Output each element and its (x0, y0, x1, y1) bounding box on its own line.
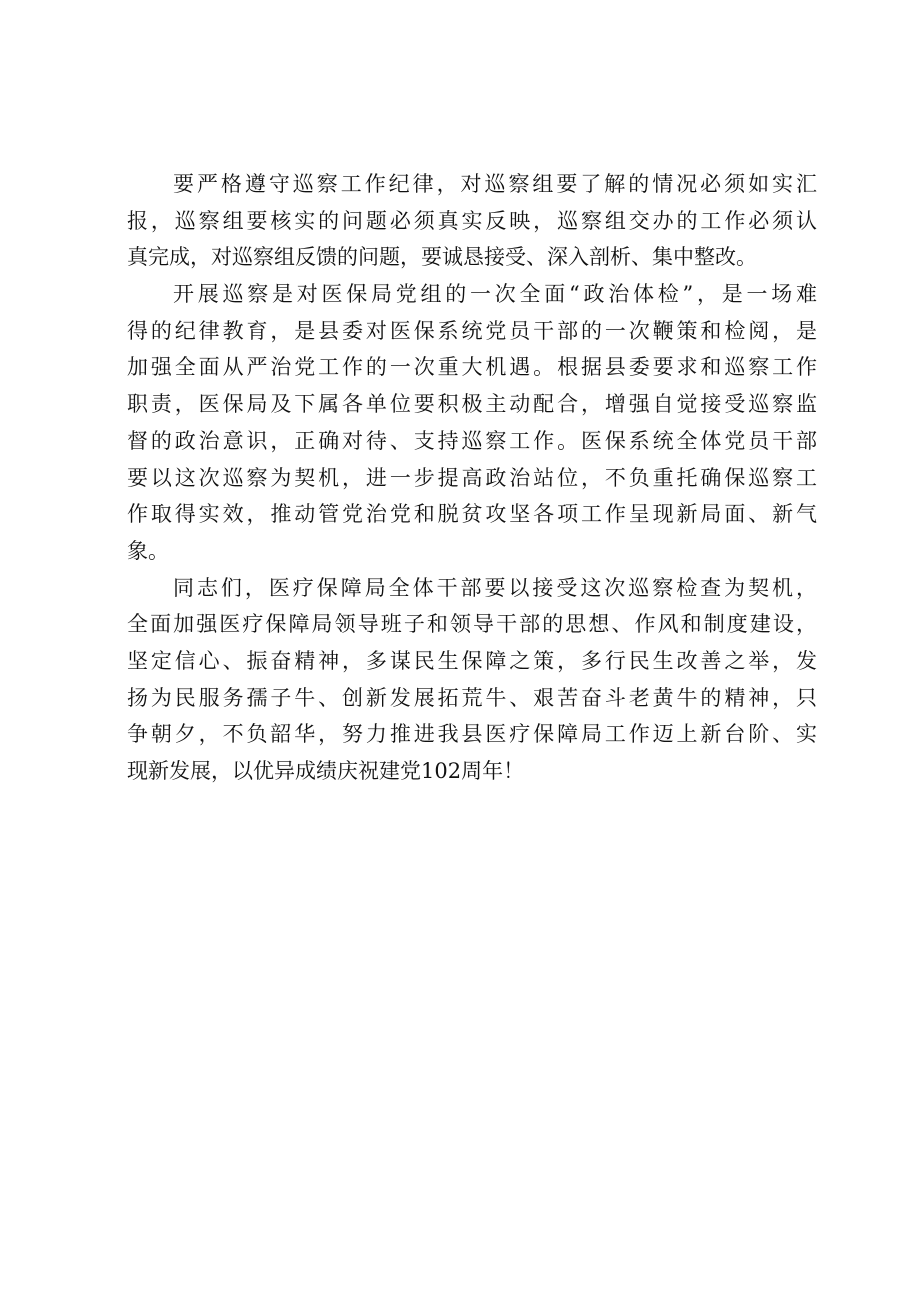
paragraph-line: 扬为民服务孺子牛、创新发展拓荒牛、艰苦奋斗老黄牛的精神，只 (127, 685, 817, 710)
document-body (127, 166, 817, 790)
paragraph-line: 同志们，医疗保障局全体干部要以接受这次巡察检查为契机， (173, 575, 817, 600)
paragraph-1 (127, 166, 817, 276)
paragraph-line: 得的纪律教育，是县委对医保系统党员干部的一次鞭策和检阅，是 (127, 318, 817, 343)
paragraph-3 (127, 570, 817, 790)
paragraph-line: 加强全面从严治党工作的一次重大机遇。根据县委要求和巡察工作 (127, 355, 817, 380)
paragraph-line: 职责，医保局及下属各单位要积极主动配合，增强自觉接受巡察监 (127, 392, 817, 417)
paragraph-line: 坚定信心、振奋精神，多谋民生保障之策，多行民生改善之举，发 (127, 648, 817, 673)
paragraph-line: 真完成，对巡察组反馈的问题，要诚恳接受、深入剖析、集中整改。 (127, 245, 757, 270)
paragraph-line: 象。 (127, 538, 169, 563)
paragraph-line: 争朝夕，不负韶华，努力推进我县医疗保障局工作迈上新台阶、实 (127, 722, 817, 747)
paragraph-line: 要以这次巡察为契机，进一步提高政治站位，不负重托确保巡察工 (127, 465, 817, 490)
paragraph-line: 作取得实效，推动管党治党和脱贫攻坚各项工作呈现新局面、新气 (127, 502, 817, 527)
paragraph-2 (127, 276, 817, 570)
paragraph-line: 全面加强医疗保障局领导班子和领导干部的思想、作风和制度建设， (127, 612, 817, 637)
paragraph-line: 督的政治意识，正确对待、支持巡察工作。医保系统全体党员干部 (127, 428, 817, 453)
paragraph-line: 报，巡察组要核实的问题必须真实反映，巡察组交办的工作必须认 (127, 208, 817, 233)
paragraph-line: 现新发展，以优异成绩庆祝建党102周年！ (127, 759, 525, 783)
paragraph-line: 要严格遵守巡察工作纪律，对巡察组要了解的情况必须如实汇 (173, 172, 817, 196)
paragraph-line: 开展巡察是对医保局党组的一次全面“政治体检”，是一场难 (173, 282, 817, 307)
